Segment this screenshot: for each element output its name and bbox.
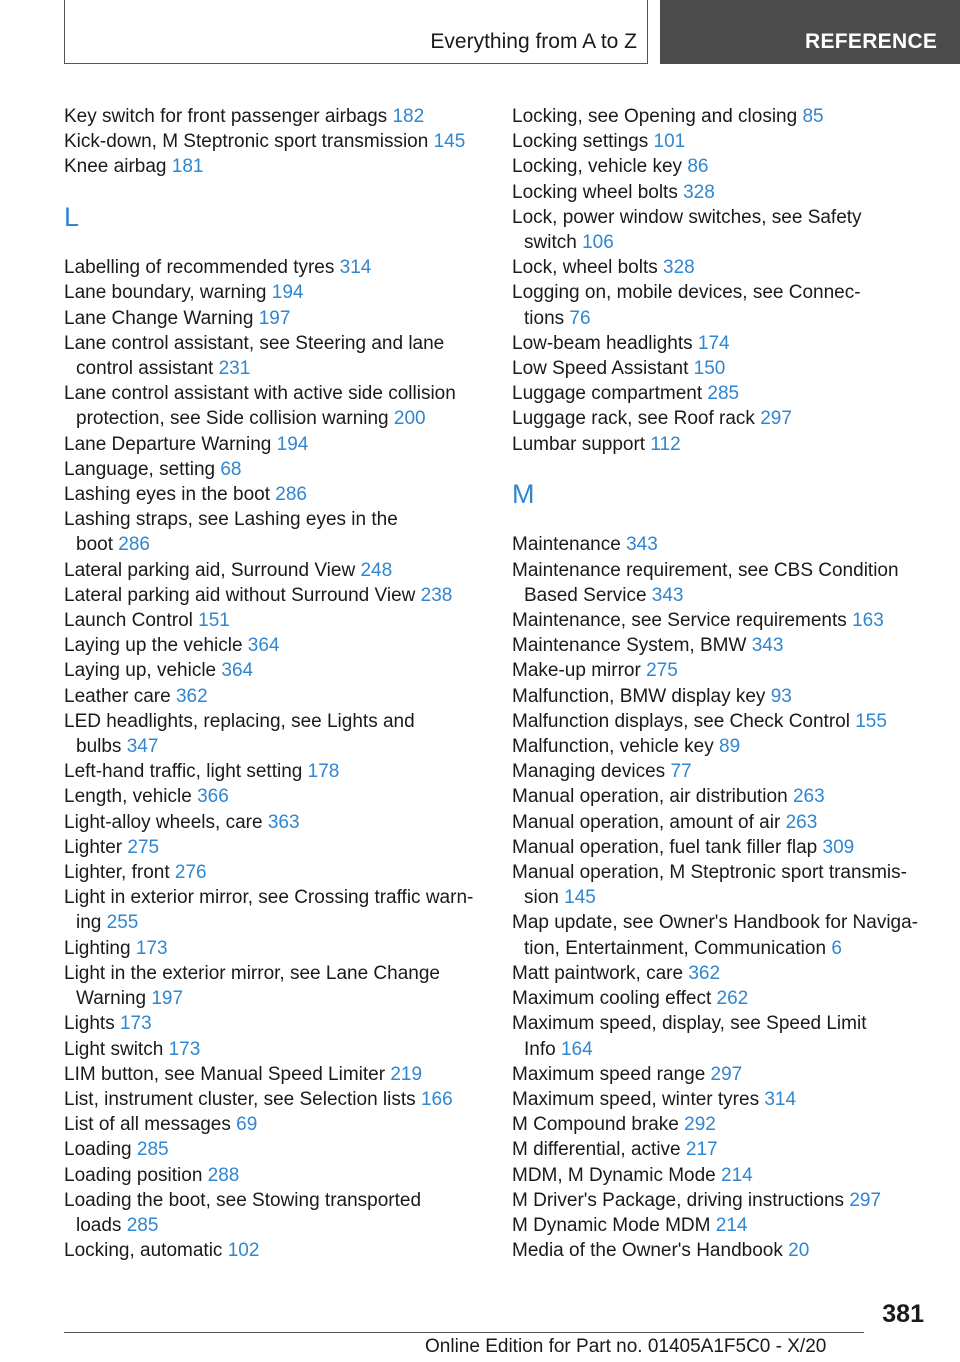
- index-entry-text: Kick-down, M Steptronic sport transmission: [64, 131, 429, 153]
- index-entry-text: Lumbar support: [512, 433, 646, 455]
- index-entry: [512, 432, 942, 457]
- index-entry: [64, 280, 494, 305]
- index-entry-text: Maximum cooling effect: [512, 988, 712, 1010]
- index-page-link[interactable]: 145: [433, 131, 466, 153]
- index-page-link[interactable]: 150: [693, 358, 726, 380]
- index-entry: [64, 1037, 494, 1062]
- index-page-link[interactable]: 286: [118, 534, 150, 556]
- index-entry: [512, 280, 942, 330]
- index-entry-text: Lashing eyes in the boot: [64, 484, 270, 506]
- index-entry-text: Locking, see Opening and closing: [512, 106, 798, 127]
- index-page-link[interactable]: 362: [175, 685, 208, 707]
- index-entry: [64, 961, 494, 1011]
- index-entry: [64, 936, 494, 961]
- index-entry: [64, 835, 494, 860]
- index-entry-text: Make-up mirror: [512, 660, 641, 682]
- index-page-link[interactable]: 276: [174, 862, 207, 884]
- index-page-link[interactable]: 197: [151, 988, 184, 1010]
- index-entry: [512, 180, 942, 205]
- index-entry-text: Locking settings: [512, 131, 649, 153]
- index-page-link[interactable]: 77: [670, 761, 692, 783]
- index-entry-text: sion: [524, 887, 559, 909]
- index-entry-text: Light in exterior mirror, see Crossing traffic warn-: [64, 887, 474, 909]
- index-entry-text: Lane Departure Warning: [64, 433, 272, 455]
- index-entry: [512, 910, 942, 960]
- index-entry-text: loads: [76, 1214, 122, 1236]
- index-page-link[interactable]: 89: [719, 736, 741, 758]
- index-entry: [512, 734, 942, 759]
- index-entry: [64, 306, 494, 331]
- index-entry-text: Locking, vehicle key: [512, 156, 683, 178]
- index-entry: [512, 154, 942, 179]
- index-entry: [64, 482, 494, 507]
- index-entry-text: Launch Control: [64, 610, 193, 632]
- index-page-link[interactable]: 93: [770, 685, 792, 707]
- index-entry-text: Laying up the vehicle: [64, 635, 243, 657]
- index-entry-text: Map update, see Owner's Handbook for Naviga-: [512, 912, 919, 934]
- index-entry-text: Length, vehicle: [64, 786, 192, 808]
- index-entry: [64, 810, 494, 835]
- index-page-link[interactable]: 174: [697, 332, 730, 354]
- index-entry: [512, 1188, 942, 1213]
- index-entry-text: Maximum speed range: [512, 1063, 706, 1085]
- index-entry-text: Lighter, front: [64, 862, 170, 884]
- index-entry: [512, 1213, 942, 1238]
- index-entry-text: MDM, M Dynamic Mode: [512, 1164, 716, 1186]
- index-entry-text: Malfunction, BMW display key: [512, 685, 766, 707]
- index-page-link[interactable]: 285: [126, 1214, 159, 1236]
- index-entry: [64, 885, 494, 935]
- index-entry: [512, 356, 942, 381]
- index-entry-text: Based Service: [524, 584, 647, 606]
- index-entry: [64, 1137, 494, 1162]
- index-page-link[interactable]: 194: [271, 282, 304, 304]
- index-entry-text: Left-hand traffic, light setting: [64, 761, 303, 783]
- index-page-link[interactable]: 292: [684, 1114, 716, 1136]
- index-page-link[interactable]: 238: [420, 584, 453, 606]
- index-entry: [64, 784, 494, 809]
- index-entry: [64, 1011, 494, 1036]
- index-entry-text: Warning: [76, 988, 147, 1010]
- index-entry: [64, 608, 494, 633]
- index-page-link[interactable]: 275: [646, 660, 678, 682]
- index-page-link[interactable]: 297: [760, 408, 792, 430]
- index-page-link[interactable]: 106: [582, 232, 614, 254]
- index-entry-text: Lateral parking aid, Surround View: [64, 559, 356, 581]
- index-entry-text: Low-beam headlights: [512, 332, 693, 354]
- index-entry-text: Loading the boot, see Stowing transported: [64, 1189, 422, 1211]
- index-page-link[interactable]: 214: [715, 1214, 748, 1236]
- index-page-link[interactable]: 155: [855, 710, 887, 732]
- index-page-link[interactable]: 200: [393, 408, 426, 430]
- index-page-link[interactable]: 285: [707, 383, 740, 405]
- index-entry: [64, 583, 494, 608]
- index-entry-text: LIM button, see Manual Speed Limiter: [64, 1063, 386, 1085]
- index-entry-text: switch: [524, 232, 577, 254]
- header-section-title: Everything from A to Z: [430, 30, 637, 53]
- index-page-link[interactable]: 178: [307, 761, 340, 783]
- index-entry-text: M Driver's Package, driving instructions: [512, 1189, 845, 1211]
- index-entry-text: Lighting: [64, 937, 131, 959]
- index-entry-text: Lane boundary, warning: [64, 282, 267, 304]
- index-page-link[interactable]: 219: [390, 1063, 423, 1085]
- index-entry-text: Lane Change Warning: [64, 307, 254, 329]
- index-entry: [512, 1238, 942, 1263]
- index-entry: [512, 1011, 942, 1061]
- index-entry: [512, 1112, 942, 1137]
- index-entry-text: Laying up, vehicle: [64, 660, 217, 682]
- index-entry-text: Manual operation, amount of air: [512, 811, 781, 833]
- index-entry: [512, 129, 942, 154]
- index-entry-text: Lateral parking aid without Surround View: [64, 584, 416, 606]
- index-page-link[interactable]: 68: [220, 458, 242, 480]
- index-entry: [512, 1087, 942, 1112]
- index-page-link[interactable]: 6: [831, 937, 842, 959]
- index-entry-text: Manual operation, M Steptronic sport transmis-: [512, 862, 907, 884]
- index-entry: [512, 759, 942, 784]
- header-chapter-label: REFERENCE: [805, 30, 938, 53]
- index-page-link[interactable]: 297: [710, 1063, 743, 1085]
- index-entry: [64, 432, 494, 457]
- index-entry-text: Maintenance: [512, 534, 621, 556]
- index-entry: [512, 684, 942, 709]
- index-page-link[interactable]: 173: [135, 937, 168, 959]
- footer-divider: [64, 1332, 864, 1333]
- index-entry: [512, 558, 942, 608]
- index-entry-text: Loading: [64, 1139, 132, 1161]
- index-entry-text: Locking, automatic: [64, 1240, 223, 1262]
- index-page-link[interactable]: 102: [227, 1240, 260, 1262]
- index-page-link[interactable]: 328: [663, 257, 695, 279]
- index-page-link[interactable]: 263: [792, 786, 825, 808]
- index-entry-text: Lighter: [64, 836, 123, 858]
- index-entry: [512, 205, 942, 255]
- index-page-link[interactable]: 112: [650, 433, 681, 455]
- index-letter-heading: L: [64, 201, 80, 232]
- index-entry: [64, 1087, 494, 1112]
- index-page-link[interactable]: 285: [136, 1139, 169, 1161]
- index-page-link[interactable]: 366: [197, 786, 229, 808]
- index-page-link[interactable]: 163: [852, 610, 884, 632]
- index-page-link[interactable]: 328: [683, 181, 715, 203]
- index-entry: [64, 129, 494, 154]
- index-entry: [512, 406, 942, 431]
- index-page-link[interactable]: 275: [127, 836, 160, 858]
- index-entry: [512, 255, 942, 280]
- index-entry: [64, 709, 494, 759]
- header-section-box: [64, 0, 648, 64]
- footer-edition: Online Edition for Part no. 01405A1F5C0 - X/20: [425, 1336, 827, 1357]
- index-entry: [64, 104, 494, 129]
- page-number: 381: [882, 1300, 924, 1328]
- index-entry-text: Key switch for front passenger airbags: [64, 106, 388, 127]
- index-entry-text: Locking wheel bolts: [512, 181, 678, 203]
- index-entry-text: Maintenance, see Service requirements: [512, 610, 847, 632]
- index-entry-text: Language, setting: [64, 458, 216, 480]
- index-entry-text: Leather care: [64, 685, 171, 707]
- index-entry-text: M Dynamic Mode MDM: [512, 1214, 711, 1236]
- index-page-link[interactable]: 343: [751, 635, 784, 657]
- index-entry-text: Matt paintwork, care: [512, 962, 684, 984]
- index-page-link[interactable]: 347: [126, 736, 159, 758]
- index-entry-text: Lane control assistant, see Steering and lane: [64, 332, 445, 354]
- index-entry: [512, 784, 942, 809]
- index-page-link[interactable]: 231: [218, 358, 251, 380]
- index-page-link[interactable]: 151: [198, 610, 230, 632]
- index-entry: [64, 633, 494, 658]
- index-entry-text: Manual operation, fuel tank filler flap: [512, 836, 818, 858]
- index-letter-heading: M: [512, 478, 535, 509]
- index-entry-text: Maintenance requirement, see CBS Condition: [512, 559, 899, 581]
- index-entry: [512, 633, 942, 658]
- index-entry-text: boot: [76, 534, 113, 556]
- index-entry: [64, 860, 494, 885]
- index-entry: [64, 1062, 494, 1087]
- index-entry: [512, 810, 942, 835]
- index-entry: [512, 709, 942, 734]
- index-entry-text: Labelling of recommended tyres: [64, 257, 335, 279]
- index-page-link[interactable]: 101: [653, 131, 686, 153]
- index-page-link[interactable]: 343: [626, 534, 658, 556]
- index-entry: [512, 961, 942, 986]
- index-entry: [512, 532, 942, 557]
- index-entry-text: control assistant: [76, 358, 214, 380]
- index-entry-text: Lock, wheel bolts: [512, 257, 658, 279]
- index-entry: [512, 835, 942, 860]
- index-page-link[interactable]: 364: [221, 660, 254, 682]
- index-entry-text: List, instrument cluster, see Selection lists: [64, 1088, 416, 1110]
- index-entry: [64, 457, 494, 482]
- index-entry: [64, 507, 494, 557]
- index-entry: [512, 986, 942, 1011]
- index-entry-text: LED headlights, replacing, see Lights and: [64, 710, 415, 732]
- index-entry: [512, 658, 942, 683]
- index-entry-text: protection, see Side collision warning: [76, 408, 389, 430]
- index-page-link[interactable]: 262: [716, 988, 749, 1010]
- index-entry: [64, 759, 494, 784]
- index-entry-text: Malfunction displays, see Check Control: [512, 710, 850, 732]
- index-entry: [64, 1188, 494, 1238]
- index-page-link[interactable]: 343: [651, 584, 684, 606]
- index-entry-text: Light switch: [64, 1038, 164, 1060]
- index-entry-text: Manual operation, air distribution: [512, 786, 788, 808]
- index-entry-text: Loading position: [64, 1164, 203, 1186]
- index-page-link[interactable]: 309: [822, 836, 855, 858]
- index-page-link[interactable]: 173: [168, 1038, 201, 1060]
- index-column-left: [64, 104, 494, 1263]
- index-page-link[interactable]: 297: [849, 1189, 882, 1211]
- index-entry: [512, 1062, 942, 1087]
- header-chapter-tab: [660, 0, 960, 64]
- index-page-link[interactable]: 20: [788, 1240, 810, 1262]
- index-page-link[interactable]: 362: [688, 962, 721, 984]
- index-page-link[interactable]: 194: [276, 433, 309, 455]
- index-entry: [64, 1163, 494, 1188]
- index-page-link[interactable]: 69: [236, 1114, 258, 1136]
- index-entry-text: Lock, power window switches, see Safety: [512, 206, 862, 228]
- index-entry: [512, 104, 942, 129]
- index-entry-text: M differential, active: [512, 1139, 681, 1161]
- index-page-link[interactable]: 214: [721, 1164, 753, 1186]
- index-page-link[interactable]: 288: [207, 1164, 240, 1186]
- index-page-link[interactable]: 181: [171, 156, 204, 178]
- index-page-link[interactable]: 314: [339, 257, 372, 279]
- index-entry: [512, 381, 942, 406]
- index-entry: [512, 860, 942, 910]
- index-entry-text: Logging on, mobile devices, see Connec-: [512, 282, 861, 304]
- index-entry: [64, 1112, 494, 1137]
- index-page-link[interactable]: 164: [560, 1038, 593, 1060]
- index-entry-text: List of all messages: [64, 1114, 231, 1136]
- index-entry: [64, 658, 494, 683]
- index-page-link[interactable]: 364: [247, 635, 280, 657]
- index-page-link[interactable]: 255: [106, 912, 139, 934]
- index-page-link[interactable]: 85: [802, 106, 824, 127]
- index-entry-text: M Compound brake: [512, 1114, 679, 1136]
- index-entry: [512, 1137, 942, 1162]
- index-entry-text: ing: [76, 912, 102, 934]
- index-entry-text: Light-alloy wheels, care: [64, 811, 263, 833]
- index-page-link[interactable]: 286: [275, 484, 307, 506]
- index-page-link[interactable]: 314: [764, 1088, 797, 1110]
- index-entry-text: bulbs: [76, 736, 122, 758]
- index-entry: [64, 684, 494, 709]
- index-entry: [512, 331, 942, 356]
- index-entry: [64, 154, 494, 179]
- index-entry: [512, 608, 942, 633]
- index-page-link[interactable]: 182: [392, 106, 425, 127]
- index-entry: [64, 1238, 494, 1263]
- index-page-link[interactable]: 363: [267, 811, 300, 833]
- index-entry-text: Maximum speed, winter tyres: [512, 1088, 760, 1110]
- index-entry-text: Maintenance System, BMW: [512, 635, 747, 657]
- index-page-link[interactable]: 86: [687, 156, 709, 178]
- index-entry-text: Lights: [64, 1013, 115, 1035]
- index-page-link[interactable]: 217: [685, 1139, 718, 1161]
- index-entry: [64, 558, 494, 583]
- index-entry-text: Lashing straps, see Lashing eyes in the: [64, 509, 398, 531]
- index-entry-text: Luggage compartment: [512, 383, 703, 405]
- index-entry-text: tions: [524, 307, 565, 329]
- index-page-link[interactable]: 166: [420, 1088, 453, 1110]
- index-entry-text: Low Speed Assistant: [512, 358, 689, 380]
- index-page-link[interactable]: 76: [569, 307, 591, 329]
- index-entry-text: Malfunction, vehicle key: [512, 736, 714, 758]
- index-entry-text: Managing devices: [512, 761, 666, 783]
- index-entry: [64, 381, 494, 431]
- index-entry: [64, 331, 494, 381]
- index-column-right: [512, 104, 942, 1263]
- index-page-link[interactable]: 197: [258, 307, 291, 329]
- index-entry-text: Media of the Owner's Handbook: [512, 1240, 783, 1262]
- index-entry-text: Light in the exterior mirror, see Lane Change: [64, 962, 440, 984]
- index-entry-text: Knee airbag: [64, 156, 167, 178]
- index-entry-text: Maximum speed, display, see Speed Limit: [512, 1013, 867, 1035]
- index-entry-text: tion, Entertainment, Communication: [524, 937, 827, 959]
- index-entry-text: Luggage rack, see Roof rack: [512, 408, 755, 430]
- index-entry: [64, 255, 494, 280]
- index-page-link[interactable]: 145: [564, 887, 596, 909]
- index-entry: [512, 1163, 942, 1188]
- index-page-link[interactable]: 173: [119, 1013, 152, 1035]
- index-page-link[interactable]: 263: [785, 811, 818, 833]
- index-entry-text: Lane control assistant with active side collision: [64, 383, 456, 405]
- index-page-link[interactable]: 248: [360, 559, 393, 581]
- index-entry-text: Info: [524, 1038, 556, 1060]
